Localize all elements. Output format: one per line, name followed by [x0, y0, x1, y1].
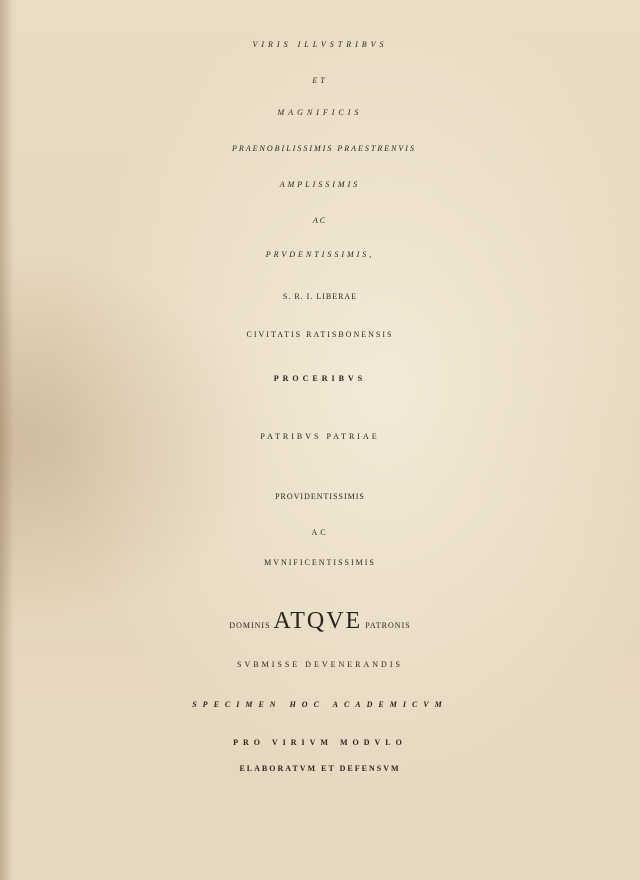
closing-line-pro-virium: PRO VIRIVM MODVLO — [233, 738, 407, 747]
dedication-line-munificentissimis: MVNIFICENTISSIMIS — [264, 558, 376, 567]
dedication-line-proceribus: PROCERIBVS — [273, 374, 367, 383]
dedication-line-providentissimis: PROVIDENTISSIMIS — [275, 492, 365, 501]
dedication-line-ac-1: AC — [312, 216, 328, 225]
dedication-line-amplissimis: AMPLISSIMIS — [279, 180, 361, 189]
dedication-line-civitatis: CIVITATIS RATISBONENSIS — [246, 330, 394, 339]
dedication-line-prudentissimis: PRVDENTISSIMIS, — [265, 250, 375, 259]
closing-line-elaboratum: ELABORATVM ET DEFENSVM — [239, 764, 401, 773]
closing-line-specimen: SPECIMEN HOC ACADEMICVM — [192, 700, 448, 709]
dedication-line-ac-2: AC — [311, 528, 329, 537]
dedication-line-submisse: SVBMISSE DEVENERANDIS — [237, 660, 403, 669]
dedication-line-magnificis: MAGNIFICIS — [277, 108, 363, 117]
word-atque: ATQVE — [273, 608, 363, 634]
dedication-line-et: ET — [312, 76, 328, 85]
dedication-line-praenobilissimis: PRAENOBILISSIMIS PRAESTRENVIS — [232, 144, 416, 153]
dedication-line-sri-liberae: S. R. I. LIBERAE — [282, 292, 358, 301]
dedication-line-patribus-patriae: PATRIBVS PATRIAE — [260, 432, 380, 441]
word-dominis: DOMINIS — [229, 621, 271, 630]
word-patronis: PATRONIS — [365, 621, 411, 630]
dedication-line-dominis-atque-patronis — [0, 608, 640, 635]
dedication-line-viris: VIRIS ILLVSTRIBVS — [252, 40, 388, 49]
